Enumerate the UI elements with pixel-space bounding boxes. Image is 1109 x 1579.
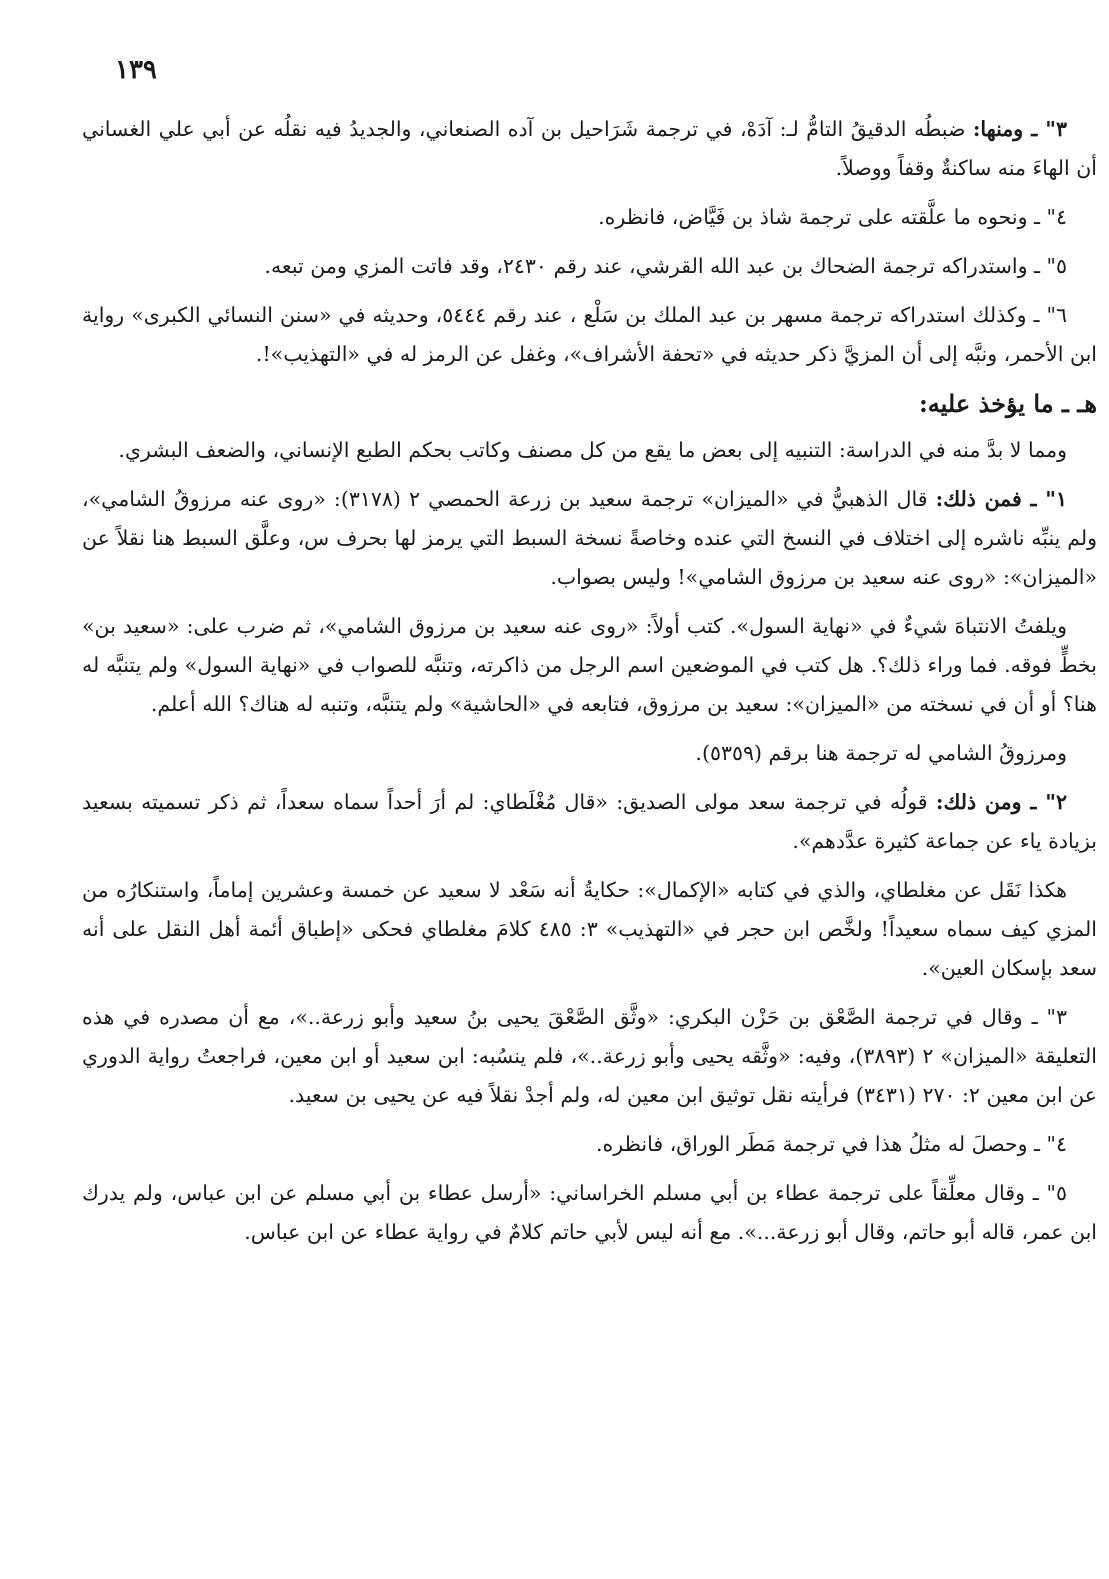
paragraph-issue-1-note — [82, 607, 1097, 724]
paragraph-text: ضبطُه الدقيقُ التامُّ لـ: آدَهْ، في ترجمة شَرَاحيل بن آده الصنعاني، والجديدُ فيه نقلُه عن أبي علي الغساني أن الهاءَ منه ساكنةٌ وقفاً ووصلاً. — [82, 117, 1097, 180]
item-label: ١" ـ فمن ذلك: — [935, 487, 1067, 511]
paragraph-text: ٦" ـ وكذلك استدراكه ترجمة مسهر بن عبد الملك بن سَلْع ، عند رقم ٥٤٤٤، وحديثه في «سنن النسائي الكبرى» رواية ابن الأحمر، ونبَّه إلى أن المزيَّ ذكر حديثه في «تحفة الأشراف»، وغفل عن الرمز له في «التهذيب»!. — [82, 303, 1097, 366]
paragraph-issue-1 — [82, 480, 1097, 597]
item-label: ٢" ـ ومن ذلك: — [935, 790, 1067, 814]
page-body — [82, 110, 1097, 1262]
paragraph-issue-4 — [82, 1125, 1097, 1164]
paragraph-issue-2-note — [82, 871, 1097, 988]
section-heading: هـ ـ ما يؤخذ عليه: — [918, 389, 1097, 418]
paragraph-item-5 — [82, 247, 1097, 286]
paragraph-text: قال الذهبيُّ في «الميزان» ترجمة سعيد بن زرعة الحمصي ٢ (٣١٧٨): «روى عنه مرزوقُ الشامي»، ولم ينبِّه ناشره إلى اختلاف في النسخ التي عنده وخاصةً نسخة السبط التي يرمز لها بحرف س، وعلَّق السبط هنا نقلاً عن «الميزان»: «روى عنه سعيد بن مرزوق الشامي»! وليس بصواب. — [82, 487, 1097, 589]
paragraph-text: ومما لا بدَّ منه في الدراسة: التنبيه إلى بعض ما يقع من كل مصنف وكاتب بحكم الطبع الإنساني، والضعف البشري. — [118, 438, 1067, 462]
paragraph-text: هكذا نَقَل عن مغلطاي، والذي في كتابه «الإكمال»: حكايةُ أنه سَعْد لا سعيد عن خمسة وعشرين إماماً، واستنكارُه من المزي كيف سماه سعيداً! ولخَّص ابن حجر في «التهذيب» ٣: ٤٨٥ كلامَ مغلطاي فحكى «إطباق أئمة أهل النقل على أنه سعد بإسكان العين». — [82, 878, 1097, 980]
paragraph-text: ويلفتُ الانتباهَ شيءٌ في «نهاية السول». كتب أولاً: «روى عنه سعيد بن مرزوق الشامي»، ثم ضرب على: «سعيد بن» بخطٍّ فوقه. فما وراء ذلك؟. هل كتب في الموضعين اسم الرجل من ذاكرته، وتنبَّه للصواب في «نهاية السول» ولم يتنبَّه له هنا؟ أو أن في نسخته من «الميزان»: سعيد بن مرزوق، فتابعه في «الحاشية» ولم يتنبَّه، وتنبه له هناك؟ الله أعلم. — [82, 614, 1097, 716]
paragraph-text: ومرزوقُ الشامي له ترجمة هنا برقم (٥٣٥٩). — [695, 741, 1067, 765]
item-label: ٣" ـ ومنها: — [972, 117, 1067, 141]
paragraph-item-3 — [82, 110, 1097, 188]
paragraph-text: ٥" ـ وقال معلِّقاً على ترجمة عطاء بن أبي مسلم الخراساني: «أرسل عطاء بن أبي مسلم عن ابن عباس، ولم يدرك ابن عمر، قاله أبو حاتم، وقال أبو زرعة...». مع أنه ليس لأبي حاتم كلامٌ في رواية عطاء عن ابن عباس. — [82, 1181, 1097, 1244]
paragraph-issue-3 — [82, 998, 1097, 1115]
paragraph-text: ٣" ـ وقال في ترجمة الصَّعْق بن حَزْن البكري: «وثَّق الصَّعْقَ يحيى بنُ سعيد وأبو زرعة..»، مع أن مصدره في هذه التعليقة «الميزان» ٢ (٣٨٩٣)، وفيه: «وثَّقه يحيى وأبو زرعة..»، فلم ينسُبه: ابن سعيد أو ابن معين، فراجعتُ رواية الدوري عن ابن معين ٢: ٢٧٠ (٣٤٣١) فرأيته نقل توثيق ابن معين له، ولم أجدْ نقلاً فيه عن يحيى بن سعيد. — [82, 1005, 1097, 1107]
paragraph-item-6 — [82, 296, 1097, 374]
paragraph-issue-1-ref — [82, 734, 1097, 773]
paragraph-item-4 — [82, 198, 1097, 237]
paragraph-issue-5 — [82, 1174, 1097, 1252]
paragraph-text: ٤" ـ ونحوه ما علَّقته على ترجمة شاذ بن فَيَّاض، فانظره. — [598, 205, 1067, 229]
paragraph-intro — [82, 431, 1097, 470]
paragraph-issue-2 — [82, 783, 1097, 861]
paragraph-text: قولُه في ترجمة سعد مولى الصديق: «قال مُغْلَطاي: لم أرَ أحداً سماه سعداً، ثم ذكر تسميته بسعيد بزيادة ياء عن جماعة كثيرة عدَّدهم». — [82, 790, 1097, 853]
paragraph-text: ٥" ـ واستدراكه ترجمة الضحاك بن عبد الله القرشي، عند رقم ٢٤٣٠، وقد فاتت المزي ومن تبعه. — [264, 254, 1067, 278]
paragraph-text: ٤" ـ وحصلَ له مثلُ هذا في ترجمة مَطَر الوراق، فانظره. — [596, 1132, 1067, 1156]
page-number: ١٣٩ — [115, 55, 157, 85]
